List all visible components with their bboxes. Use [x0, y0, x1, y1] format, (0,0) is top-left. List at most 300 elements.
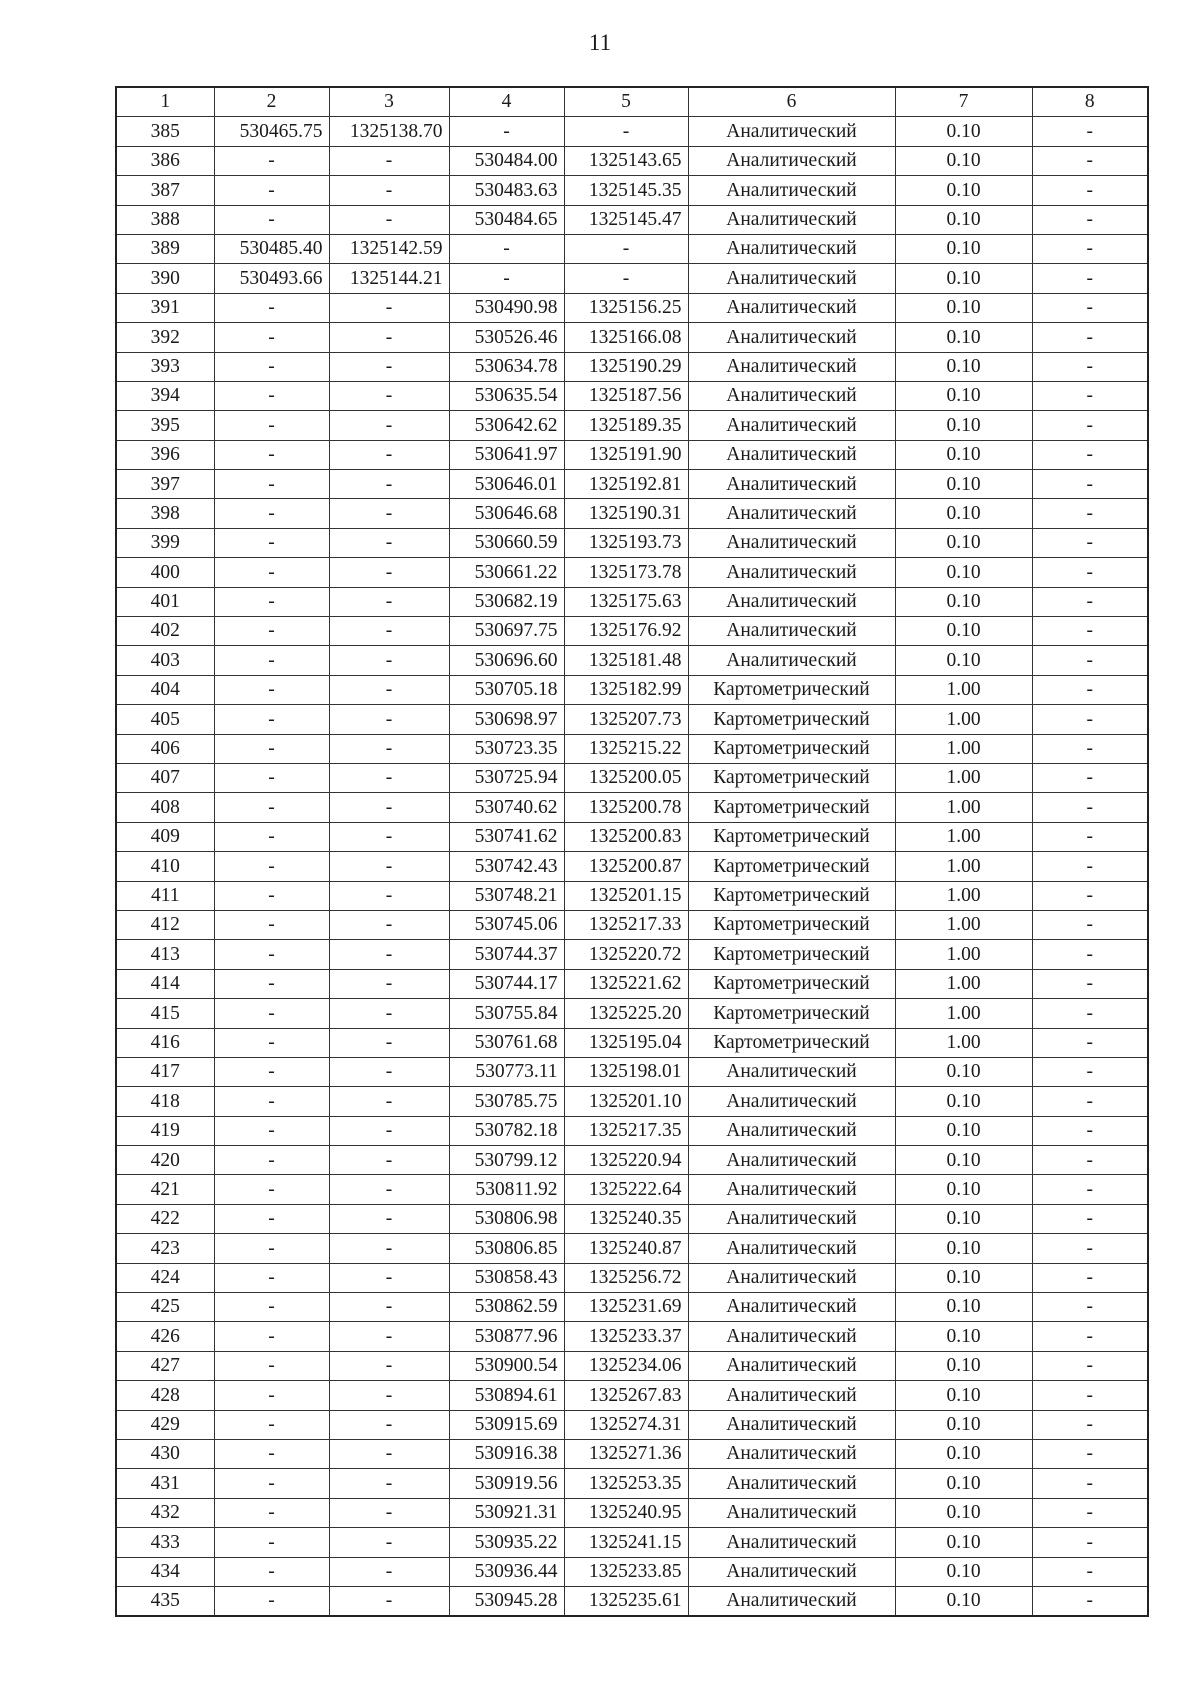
table-row	[116, 1498, 1148, 1527]
x-cell: -	[214, 646, 329, 675]
note-cell: -	[1032, 293, 1148, 322]
point-number-cell: 416	[116, 1028, 214, 1057]
y-cell: 1325166.08	[564, 323, 688, 352]
y-cell: 1325182.99	[564, 675, 688, 704]
y-cell: 1325145.35	[564, 176, 688, 205]
x-cell: 530661.22	[449, 558, 564, 587]
x-cell: 530526.46	[449, 323, 564, 352]
table-row	[116, 910, 1148, 939]
method-cell: Картометрический	[688, 910, 895, 939]
x-cell: 530483.63	[449, 176, 564, 205]
y-cell: -	[329, 1263, 449, 1292]
column-header: 7	[895, 87, 1032, 117]
x-cell: -	[214, 617, 329, 646]
accuracy-cell: 0.10	[895, 1087, 1032, 1116]
accuracy-cell: 0.10	[895, 1234, 1032, 1263]
y-cell: 1325234.06	[564, 1351, 688, 1380]
note-cell: -	[1032, 381, 1148, 410]
note-cell: -	[1032, 323, 1148, 352]
y-cell: -	[329, 293, 449, 322]
y-cell: 1325189.35	[564, 411, 688, 440]
y-cell: -	[329, 705, 449, 734]
y-cell: 1325190.29	[564, 352, 688, 381]
point-number-cell: 425	[116, 1293, 214, 1322]
point-number-cell: 385	[116, 117, 214, 146]
x-cell: -	[214, 1175, 329, 1204]
x-cell: 530936.44	[449, 1557, 564, 1586]
x-cell: -	[214, 881, 329, 910]
x-cell: -	[214, 793, 329, 822]
accuracy-cell: 0.10	[895, 1381, 1032, 1410]
table-row	[116, 1234, 1148, 1263]
table-row	[116, 352, 1148, 381]
x-cell: -	[449, 117, 564, 146]
y-cell: -	[329, 852, 449, 881]
x-cell: -	[214, 558, 329, 587]
table-header-row	[116, 87, 1148, 117]
x-cell: -	[214, 1234, 329, 1263]
y-cell: 1325233.85	[564, 1557, 688, 1586]
table-row	[116, 411, 1148, 440]
x-cell: -	[214, 411, 329, 440]
accuracy-cell: 0.10	[895, 1586, 1032, 1616]
y-cell: 1325142.59	[329, 234, 449, 263]
table-row	[116, 1146, 1148, 1175]
point-number-cell: 433	[116, 1528, 214, 1557]
x-cell: -	[214, 176, 329, 205]
point-number-cell: 389	[116, 234, 214, 263]
method-cell: Аналитический	[688, 1586, 895, 1616]
y-cell: -	[329, 881, 449, 910]
note-cell: -	[1032, 1469, 1148, 1498]
column-header: 4	[449, 87, 564, 117]
x-cell: -	[449, 234, 564, 263]
x-cell: -	[214, 852, 329, 881]
point-number-cell: 430	[116, 1439, 214, 1468]
accuracy-cell: 0.10	[895, 352, 1032, 381]
method-cell: Аналитический	[688, 1351, 895, 1380]
table-row	[116, 1351, 1148, 1380]
x-cell: 530773.11	[449, 1057, 564, 1086]
method-cell: Картометрический	[688, 734, 895, 763]
point-number-cell: 415	[116, 999, 214, 1028]
point-number-cell: 422	[116, 1204, 214, 1233]
x-cell: -	[214, 1263, 329, 1292]
accuracy-cell: 0.10	[895, 117, 1032, 146]
y-cell: 1325221.62	[564, 969, 688, 998]
method-cell: Картометрический	[688, 822, 895, 851]
method-cell: Картометрический	[688, 1028, 895, 1057]
point-number-cell: 404	[116, 675, 214, 704]
method-cell: Аналитический	[688, 499, 895, 528]
point-number-cell: 390	[116, 264, 214, 293]
x-cell: -	[214, 822, 329, 851]
y-cell: 1325191.90	[564, 440, 688, 469]
table-row	[116, 1057, 1148, 1086]
method-cell: Картометрический	[688, 999, 895, 1028]
y-cell: -	[329, 470, 449, 499]
y-cell: 1325187.56	[564, 381, 688, 410]
accuracy-cell: 1.00	[895, 1028, 1032, 1057]
accuracy-cell: 0.10	[895, 1498, 1032, 1527]
x-cell: -	[214, 146, 329, 175]
accuracy-cell: 0.10	[895, 1557, 1032, 1586]
y-cell: -	[329, 205, 449, 234]
table-row	[116, 558, 1148, 587]
point-number-cell: 420	[116, 1146, 214, 1175]
y-cell: -	[329, 1381, 449, 1410]
x-cell: -	[214, 1322, 329, 1351]
y-cell: -	[564, 234, 688, 263]
x-cell: -	[214, 1410, 329, 1439]
column-header: 8	[1032, 87, 1148, 117]
y-cell: -	[329, 1498, 449, 1527]
y-cell: -	[329, 940, 449, 969]
note-cell: -	[1032, 440, 1148, 469]
point-number-cell: 387	[116, 176, 214, 205]
x-cell: 530945.28	[449, 1586, 564, 1616]
note-cell: -	[1032, 1087, 1148, 1116]
method-cell: Аналитический	[688, 1557, 895, 1586]
x-cell: -	[214, 587, 329, 616]
y-cell: -	[329, 1116, 449, 1145]
y-cell: -	[329, 146, 449, 175]
table-row	[116, 852, 1148, 881]
x-cell: 530723.35	[449, 734, 564, 763]
y-cell: -	[329, 528, 449, 557]
y-cell: -	[329, 1322, 449, 1351]
accuracy-cell: 0.10	[895, 205, 1032, 234]
table-row	[116, 1204, 1148, 1233]
point-number-cell: 400	[116, 558, 214, 587]
note-cell: -	[1032, 852, 1148, 881]
table-row	[116, 1087, 1148, 1116]
column-header: 5	[564, 87, 688, 117]
y-cell: 1325220.72	[564, 940, 688, 969]
x-cell: 530877.96	[449, 1322, 564, 1351]
x-cell: 530916.38	[449, 1439, 564, 1468]
x-cell: 530493.66	[214, 264, 329, 293]
point-number-cell: 402	[116, 617, 214, 646]
accuracy-cell: 0.10	[895, 146, 1032, 175]
accuracy-cell: 0.10	[895, 1175, 1032, 1204]
method-cell: Картометрический	[688, 940, 895, 969]
method-cell: Аналитический	[688, 234, 895, 263]
note-cell: -	[1032, 822, 1148, 851]
y-cell: 1325195.04	[564, 1028, 688, 1057]
note-cell: -	[1032, 675, 1148, 704]
table-row	[116, 734, 1148, 763]
method-cell: Аналитический	[688, 1116, 895, 1145]
x-cell: -	[214, 205, 329, 234]
x-cell: 530894.61	[449, 1381, 564, 1410]
note-cell: -	[1032, 146, 1148, 175]
y-cell: -	[329, 969, 449, 998]
table-body	[116, 117, 1148, 1616]
note-cell: -	[1032, 470, 1148, 499]
method-cell: Аналитический	[688, 293, 895, 322]
column-header: 6	[688, 87, 895, 117]
point-number-cell: 423	[116, 1234, 214, 1263]
point-number-cell: 408	[116, 793, 214, 822]
table-row	[116, 1557, 1148, 1586]
x-cell: 530900.54	[449, 1351, 564, 1380]
column-header: 1	[116, 87, 214, 117]
y-cell: -	[564, 117, 688, 146]
x-cell: 530635.54	[449, 381, 564, 410]
table-row	[116, 234, 1148, 263]
note-cell: -	[1032, 1381, 1148, 1410]
y-cell: 1325144.21	[329, 264, 449, 293]
x-cell: -	[214, 440, 329, 469]
table-row	[116, 470, 1148, 499]
method-cell: Картометрический	[688, 852, 895, 881]
note-cell: -	[1032, 734, 1148, 763]
x-cell: 530740.62	[449, 793, 564, 822]
x-cell: 530785.75	[449, 1087, 564, 1116]
table-row	[116, 1322, 1148, 1351]
table-row	[116, 381, 1148, 410]
note-cell: -	[1032, 793, 1148, 822]
y-cell: -	[329, 646, 449, 675]
y-cell: 1325271.36	[564, 1439, 688, 1468]
method-cell: Аналитический	[688, 1204, 895, 1233]
method-cell: Аналитический	[688, 1439, 895, 1468]
accuracy-cell: 0.10	[895, 1322, 1032, 1351]
note-cell: -	[1032, 499, 1148, 528]
table-row	[116, 117, 1148, 146]
x-cell: -	[214, 1057, 329, 1086]
x-cell: 530484.65	[449, 205, 564, 234]
y-cell: -	[329, 323, 449, 352]
accuracy-cell: 0.10	[895, 587, 1032, 616]
point-number-cell: 407	[116, 763, 214, 792]
point-number-cell: 388	[116, 205, 214, 234]
y-cell: -	[329, 822, 449, 851]
x-cell: -	[214, 1557, 329, 1586]
point-number-cell: 398	[116, 499, 214, 528]
x-cell: 530742.43	[449, 852, 564, 881]
y-cell: 1325222.64	[564, 1175, 688, 1204]
x-cell: 530642.62	[449, 411, 564, 440]
y-cell: -	[329, 558, 449, 587]
table-row	[116, 705, 1148, 734]
table-row	[116, 881, 1148, 910]
x-cell: 530782.18	[449, 1116, 564, 1145]
x-cell: 530465.75	[214, 117, 329, 146]
y-cell: 1325138.70	[329, 117, 449, 146]
x-cell: -	[214, 940, 329, 969]
table-row	[116, 1410, 1148, 1439]
y-cell: 1325267.83	[564, 1381, 688, 1410]
x-cell: 530806.98	[449, 1204, 564, 1233]
column-header: 2	[214, 87, 329, 117]
y-cell: 1325181.48	[564, 646, 688, 675]
accuracy-cell: 1.00	[895, 793, 1032, 822]
x-cell: -	[214, 1586, 329, 1616]
point-number-cell: 417	[116, 1057, 214, 1086]
y-cell: -	[329, 617, 449, 646]
accuracy-cell: 0.10	[895, 499, 1032, 528]
note-cell: -	[1032, 999, 1148, 1028]
note-cell: -	[1032, 881, 1148, 910]
method-cell: Аналитический	[688, 1322, 895, 1351]
method-cell: Аналитический	[688, 352, 895, 381]
x-cell: -	[214, 1146, 329, 1175]
table-row	[116, 1381, 1148, 1410]
y-cell: -	[329, 675, 449, 704]
y-cell: -	[329, 1175, 449, 1204]
x-cell: -	[214, 1528, 329, 1557]
y-cell: 1325200.78	[564, 793, 688, 822]
method-cell: Картометрический	[688, 793, 895, 822]
y-cell: 1325231.69	[564, 1293, 688, 1322]
note-cell: -	[1032, 969, 1148, 998]
x-cell: -	[214, 470, 329, 499]
accuracy-cell: 0.10	[895, 528, 1032, 557]
accuracy-cell: 0.10	[895, 381, 1032, 410]
note-cell: -	[1032, 1528, 1148, 1557]
method-cell: Аналитический	[688, 646, 895, 675]
note-cell: -	[1032, 264, 1148, 293]
x-cell: -	[214, 1116, 329, 1145]
x-cell: -	[214, 1381, 329, 1410]
y-cell: -	[329, 999, 449, 1028]
page-number: 11	[588, 30, 612, 55]
note-cell: -	[1032, 940, 1148, 969]
point-number-cell: 403	[116, 646, 214, 675]
accuracy-cell: 0.10	[895, 558, 1032, 587]
accuracy-cell: 0.10	[895, 1469, 1032, 1498]
y-cell: -	[329, 352, 449, 381]
y-cell: -	[329, 1528, 449, 1557]
y-cell: -	[329, 763, 449, 792]
table-row	[116, 587, 1148, 616]
y-cell: 1325198.01	[564, 1057, 688, 1086]
x-cell: 530641.97	[449, 440, 564, 469]
x-cell: 530921.31	[449, 1498, 564, 1527]
method-cell: Аналитический	[688, 117, 895, 146]
note-cell: -	[1032, 1293, 1148, 1322]
x-cell: 530485.40	[214, 234, 329, 263]
table-row	[116, 763, 1148, 792]
point-number-cell: 412	[116, 910, 214, 939]
y-cell: -	[329, 1351, 449, 1380]
table-row	[116, 146, 1148, 175]
method-cell: Аналитический	[688, 1087, 895, 1116]
x-cell: -	[214, 293, 329, 322]
table-row	[116, 822, 1148, 851]
point-number-cell: 424	[116, 1263, 214, 1292]
y-cell: -	[329, 1028, 449, 1057]
accuracy-cell: 1.00	[895, 763, 1032, 792]
method-cell: Аналитический	[688, 1410, 895, 1439]
note-cell: -	[1032, 1057, 1148, 1086]
y-cell: 1325201.10	[564, 1087, 688, 1116]
point-number-cell: 391	[116, 293, 214, 322]
point-number-cell: 414	[116, 969, 214, 998]
table-row	[116, 528, 1148, 557]
method-cell: Аналитический	[688, 1381, 895, 1410]
accuracy-cell: 0.10	[895, 440, 1032, 469]
note-cell: -	[1032, 176, 1148, 205]
table-row	[116, 1263, 1148, 1292]
table-row	[116, 675, 1148, 704]
accuracy-cell: 1.00	[895, 675, 1032, 704]
method-cell: Аналитический	[688, 1175, 895, 1204]
x-cell: -	[214, 1028, 329, 1057]
y-cell: 1325176.92	[564, 617, 688, 646]
note-cell: -	[1032, 205, 1148, 234]
method-cell: Аналитический	[688, 205, 895, 234]
note-cell: -	[1032, 1322, 1148, 1351]
y-cell: -	[329, 734, 449, 763]
point-number-cell: 428	[116, 1381, 214, 1410]
point-number-cell: 411	[116, 881, 214, 910]
y-cell: 1325193.73	[564, 528, 688, 557]
x-cell: 530811.92	[449, 1175, 564, 1204]
y-cell: 1325274.31	[564, 1410, 688, 1439]
method-cell: Аналитический	[688, 1234, 895, 1263]
x-cell: 530744.17	[449, 969, 564, 998]
x-cell: 530490.98	[449, 293, 564, 322]
method-cell: Картометрический	[688, 675, 895, 704]
y-cell: -	[329, 1204, 449, 1233]
y-cell: 1325217.35	[564, 1116, 688, 1145]
accuracy-cell: 0.10	[895, 264, 1032, 293]
point-number-cell: 427	[116, 1351, 214, 1380]
accuracy-cell: 0.10	[895, 1263, 1032, 1292]
y-cell: -	[329, 1439, 449, 1468]
method-cell: Картометрический	[688, 705, 895, 734]
table-row	[116, 205, 1148, 234]
table-row	[116, 440, 1148, 469]
y-cell: -	[329, 793, 449, 822]
method-cell: Картометрический	[688, 763, 895, 792]
note-cell: -	[1032, 617, 1148, 646]
x-cell: 530935.22	[449, 1528, 564, 1557]
y-cell: 1325201.15	[564, 881, 688, 910]
table-row	[116, 999, 1148, 1028]
y-cell: 1325156.25	[564, 293, 688, 322]
y-cell: 1325173.78	[564, 558, 688, 587]
y-cell: -	[329, 381, 449, 410]
y-cell: 1325240.87	[564, 1234, 688, 1263]
accuracy-cell: 1.00	[895, 705, 1032, 734]
x-cell: -	[214, 1087, 329, 1116]
y-cell: 1325225.20	[564, 999, 688, 1028]
y-cell: 1325233.37	[564, 1322, 688, 1351]
y-cell: 1325200.83	[564, 822, 688, 851]
x-cell: -	[214, 1498, 329, 1527]
coordinates-table	[115, 86, 1149, 1617]
table-row	[116, 264, 1148, 293]
x-cell: 530919.56	[449, 1469, 564, 1498]
point-number-cell: 396	[116, 440, 214, 469]
note-cell: -	[1032, 411, 1148, 440]
accuracy-cell: 0.10	[895, 176, 1032, 205]
method-cell: Аналитический	[688, 1498, 895, 1527]
x-cell: -	[214, 1439, 329, 1468]
x-cell: -	[214, 528, 329, 557]
y-cell: 1325200.87	[564, 852, 688, 881]
y-cell: 1325175.63	[564, 587, 688, 616]
point-number-cell: 397	[116, 470, 214, 499]
table-row	[116, 1028, 1148, 1057]
note-cell: -	[1032, 117, 1148, 146]
table-row	[116, 646, 1148, 675]
column-header: 3	[329, 87, 449, 117]
